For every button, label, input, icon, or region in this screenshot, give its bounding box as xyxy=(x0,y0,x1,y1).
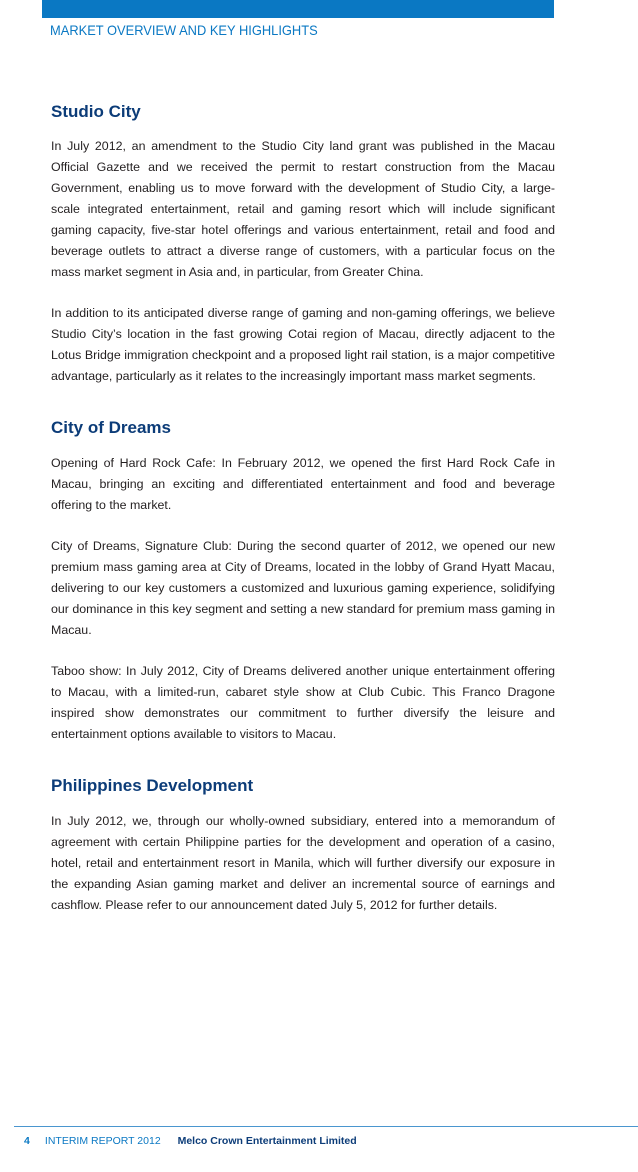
main-content xyxy=(51,102,555,916)
paragraph-philippines-1: In July 2012, we, through our wholly-owned subsidiary, entered into a memorandum of agreement with certain Philippine parties for the development and operation of a casino, hotel, retail and entertainment resort in Manila, which will further diversify our exposure in the expanding Asian gaming market and deliver an incremental source of earnings and cashflow. Please refer to our announcement dated July 5, 2012 for further details. xyxy=(51,814,555,912)
paragraph-studio-city-1: In July 2012, an amendment to the Studio City land grant was published in the Macau Official Gazette and we received the permit to restart construction from the Macau Government, enabling us to move forward with the development of Studio City, a large-scale integrated entertainment, retail and gaming resort which will include significant gaming capacity, five-star hotel offerings and various entertainment, retail and food and beverage outlets to attract a diverse range of customers, with a particular focus on the mass market segment in Asia and, in particular, from Greater China. xyxy=(51,139,555,279)
paragraph-city-of-dreams-3: Taboo show: In July 2012, City of Dreams delivered another unique entertainment offering to Macau, with a limited-run, cabaret style show at Club Cubic. This Franco Dragone inspired show demonstrates our commitment to further diversify the leisure and entertainment options available to visitors to Macau. xyxy=(51,664,555,741)
report-title: INTERIM REPORT 2012 xyxy=(44,1135,161,1147)
page-number: 4 xyxy=(24,1135,30,1147)
section-title: MARKET OVERVIEW AND KEY HIGHLIGHTS xyxy=(50,22,318,38)
heading-city-of-dreams: City of Dreams xyxy=(51,418,171,437)
paragraph-city-of-dreams-1: Opening of Hard Rock Cafe: In February 2012, we opened the first Hard Rock Cafe in Macau, bringing an exciting and differentiated entertainment and food and beverage offering to the market. xyxy=(51,456,555,512)
footer-divider xyxy=(14,1126,638,1127)
company-name: Melco Crown Entertainment Limited xyxy=(177,1135,357,1147)
heading-studio-city: Studio City xyxy=(51,102,141,121)
heading-philippines-development: Philippines Development xyxy=(51,776,254,795)
header-color-bar xyxy=(42,0,554,18)
paragraph-city-of-dreams-2: City of Dreams, Signature Club: During the second quarter of 2012, we opened our new premium mass gaming area at City of Dreams, located in the lobby of Grand Hyatt Macau, delivering to our key customers a customized and luxurious gaming experience, solidifying our dominance in this key segment and setting a new standard for premium mass gaming in Macau. xyxy=(51,539,555,637)
page-footer xyxy=(24,1135,357,1147)
paragraph-studio-city-2: In addition to its anticipated diverse range of gaming and non-gaming offerings, we believe Studio City’s location in the fast growing Cotai region of Macau, directly adjacent to the Lotus Bridge immigration checkpoint and a proposed light rail station, is a major competitive advantage, particularly as it relates to the increasingly important mass market segments. xyxy=(51,306,555,383)
